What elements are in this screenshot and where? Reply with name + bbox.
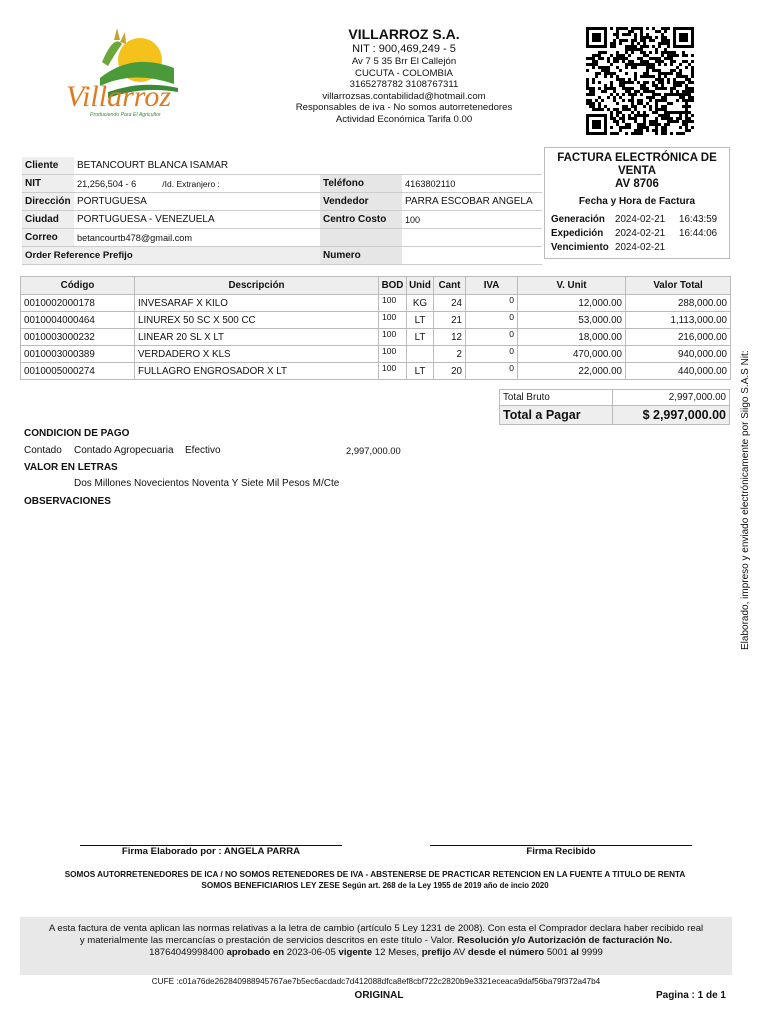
logo-text: Villarroz <box>66 80 172 113</box>
from-value: 5001 <box>546 947 569 958</box>
item-qty: 2 <box>434 346 466 363</box>
item-code: 0010003000232 <box>21 329 135 346</box>
expedition-row <box>551 228 717 239</box>
item-total: 440,000.00 <box>626 363 731 380</box>
table-row <box>21 329 731 346</box>
legal-text-1: A esta factura de venta aplican las normas relativas a la letra de cambio (artículo 5 Ley 1231 de 2008). Con esta el Comprador declara haber recibido real <box>48 923 704 934</box>
phone-label: Teléfono <box>320 175 402 193</box>
due-date: 2024-02-21 <box>615 242 666 253</box>
item-description: VERDADERO X KLS <box>135 346 379 363</box>
to-value: 9999 <box>581 947 603 958</box>
company-name: VILLARROZ S.A. <box>348 26 460 42</box>
seller-value: PARRA ESCOBAR ANGELA <box>402 193 542 211</box>
qr-code-icon <box>586 27 694 135</box>
items-table <box>20 276 730 380</box>
item-total: 288,000.00 <box>626 295 731 312</box>
signature-received: Firma Recibido <box>526 846 596 857</box>
payment-type: Contado <box>24 445 62 456</box>
totals-box <box>499 389 730 425</box>
item-total: 940,000.00 <box>626 346 731 363</box>
pay-value: $ 2,997,000.00 <box>613 406 730 425</box>
header-bod: BOD <box>379 277 407 295</box>
item-unit-price: 53,000.00 <box>518 312 626 329</box>
item-unit: LT <box>407 312 434 329</box>
client-label: Cliente <box>22 157 74 175</box>
item-qty: 12 <box>434 329 466 346</box>
company-nit: NIT : 900,469,249 - 5 <box>352 43 456 55</box>
item-unit-price: 18,000.00 <box>518 329 626 346</box>
item-code: 0010004000464 <box>21 312 135 329</box>
to-label: al <box>570 947 579 958</box>
item-unit-price: 22,000.00 <box>518 363 626 380</box>
generation-row <box>551 214 717 225</box>
tax-footnote-zese-law: Según art. 268 de la Ley 1955 de 2019 año de incio 2020 <box>342 881 549 890</box>
item-total: 1,113,000.00 <box>626 312 731 329</box>
pay-label: Total a Pagar <box>500 406 613 425</box>
header-iva: IVA <box>466 277 518 295</box>
generation-date: 2024-02-21 <box>615 214 666 225</box>
client-block <box>22 157 542 265</box>
item-bod: 100 <box>379 295 407 312</box>
city-label: Ciudad <box>22 211 74 229</box>
signature-made-by: Firma Elaborado por : ANGELA PARRA <box>121 846 301 857</box>
from-label: desde el número <box>467 947 545 958</box>
approved-date: 2023-06-05 <box>286 947 336 958</box>
header-qty: Cant <box>434 277 466 295</box>
resolution-number: 18764049998400 <box>149 947 224 958</box>
item-unit: LT <box>407 363 434 380</box>
valid-label: vigente <box>338 947 373 958</box>
item-iva: 0 <box>466 346 518 363</box>
item-description: LINEAR 20 SL X LT <box>135 329 379 346</box>
company-city: CUCUTA - COLOMBIA <box>355 67 453 79</box>
item-description: LINUREX 50 SC X 500 CC <box>135 312 379 329</box>
header-unit: Unid <box>407 277 434 295</box>
nit-label: NIT <box>22 175 74 193</box>
valid-value: 12 Meses, <box>374 947 420 958</box>
gross-value: 2,997,000.00 <box>613 390 730 406</box>
words-heading: VALOR EN LETRAS <box>24 462 118 473</box>
table-row <box>21 363 731 380</box>
item-iva: 0 <box>466 329 518 346</box>
cufe-code: CUFE :c01a76de262840988945767ae7b5ec6acdadc7d412088dfca8ef8cbf722c2820b9e3321eceaca9daf56ba79f372a47b4 <box>151 977 601 986</box>
item-qty: 21 <box>434 312 466 329</box>
company-activity: Actividad Económica Tarifa 0.00 <box>335 113 473 125</box>
item-description: FULLAGRO ENGROSADOR X LT <box>135 363 379 380</box>
city-value: PORTUGUESA - VENEZUELA <box>74 211 320 229</box>
payment-method: Efectivo <box>185 445 221 456</box>
invoice-number: AV 8706 <box>615 178 659 190</box>
item-bod: 100 <box>379 363 407 380</box>
item-unit <box>407 346 434 363</box>
item-qty: 20 <box>434 363 466 380</box>
company-logo <box>62 22 184 120</box>
vertical-software-note: Elaborado, impreso y enviado electrónicamente por Siigo S.A.S Nit: <box>740 350 751 650</box>
payment-amount: 2,997,000.00 <box>346 445 401 456</box>
item-iva: 0 <box>466 295 518 312</box>
item-code: 0010002000178 <box>21 295 135 312</box>
cost-center-value: 100 <box>402 211 542 229</box>
prefix-label: prefijo <box>421 947 452 958</box>
payment-heading: CONDICION DE PAGO <box>24 428 130 439</box>
approved-label: aprobado en <box>226 947 285 958</box>
resolution-label: Resolución y/o Autorización de facturación No <box>457 935 670 946</box>
generation-label: Generación <box>551 214 605 225</box>
item-code: 0010005000274 <box>21 363 135 380</box>
seller-label: Vendedor <box>320 193 402 211</box>
item-code: 0010003000389 <box>21 346 135 363</box>
item-iva: 0 <box>466 363 518 380</box>
item-unit: KG <box>407 295 434 312</box>
invoice-title: FACTURA ELECTRÓNICA DE VENTA <box>557 152 717 177</box>
nit-value: 21,256,504 - 6 <box>77 178 137 189</box>
items-header-row <box>21 277 731 295</box>
tax-footnote <box>20 869 730 891</box>
item-description: INVESARAF X KILO <box>135 295 379 312</box>
payment-description: Contado Agropecuaria <box>74 445 174 456</box>
email-value: betancourtb478@gmail.com <box>74 229 320 247</box>
table-row <box>21 295 731 312</box>
phone-value: 4163802110 <box>402 175 542 193</box>
item-iva: 0 <box>466 312 518 329</box>
logo-tagline: Produciendo Para El Agricultor <box>90 112 161 118</box>
observations-heading: OBSERVACIONES <box>24 496 111 507</box>
generation-time: 16:43:59 <box>679 214 718 225</box>
gross-label: Total Bruto <box>500 390 613 406</box>
item-bod: 100 <box>379 329 407 346</box>
due-label: Vencimiento <box>551 242 609 253</box>
item-unit: LT <box>407 329 434 346</box>
original-label: ORIGINAL <box>354 990 404 1001</box>
item-bod: 100 <box>379 312 407 329</box>
item-qty: 24 <box>434 295 466 312</box>
page-number: Pagina : 1 de 1 <box>655 990 726 1001</box>
item-total: 216,000.00 <box>626 329 731 346</box>
amount-in-words: Dos Millones Novecientos Noventa Y Siete Mil Pesos M/Cte <box>74 478 340 489</box>
header-description: Descripción <box>135 277 379 295</box>
cost-center-label: Centro Costo <box>320 211 402 229</box>
email-label: Correo <box>22 229 74 247</box>
header-code: Código <box>21 277 135 295</box>
client-value: BETANCOURT BLANCA ISAMAR <box>74 157 542 175</box>
item-unit-price: 12,000.00 <box>518 295 626 312</box>
item-unit-price: 470,000.00 <box>518 346 626 363</box>
tax-footnote-line1: SOMOS AUTORRETENEDORES DE ICA / NO SOMOS RETENEDORES DE IVA - ABSTENERSE DE PRACTICAR RETENCION EN LA FUENTE A TITULO DE RENTA <box>64 870 686 879</box>
table-row <box>21 346 731 363</box>
order-reference-label: Order Reference Prefijo <box>22 247 320 265</box>
legal-notice: A esta factura de venta aplican las normas relativas a la letra de cambio (artículo 5 Ley 1231 de 2008). Con esta el Comprador declara haber recibido real y materialmente las mercancías o prestación de servicios descritos en este título - Valor. Resolución y/o Autorización de facturación No. 18764049998400 aprobado en 2023-06-05 vigente 12 Meses, prefijo AV desde el número 5001 al 9999 <box>20 917 732 975</box>
due-row <box>551 242 679 253</box>
item-bod: 100 <box>379 346 407 363</box>
company-phones: 3165278782 3108767311 <box>349 79 459 90</box>
address-label: Dirección <box>22 193 74 211</box>
table-row <box>21 312 731 329</box>
invoice-info-box <box>544 147 730 259</box>
company-email: villarrozsas.contabilidad@hotmail.com <box>322 90 486 102</box>
company-tax-note: Responsables de iva - No somos autorretenedores <box>295 102 513 113</box>
foreign-id-label: /Id. Extranjero : <box>162 178 220 189</box>
company-header <box>280 26 528 125</box>
header-unit-price: V. Unit <box>518 277 626 295</box>
expedition-time: 16:44:06 <box>679 228 718 239</box>
company-address: Av 7 5 35 Brr El Callejón <box>351 56 457 67</box>
legal-text-2: y materialmente las mercancías o prestación de servicios descritos en este título - Valor. <box>79 935 455 946</box>
tax-footnote-zese: SOMOS BENEFICIARIOS LEY ZESE <box>201 881 341 890</box>
expedition-label: Expedición <box>551 228 604 239</box>
invoice-date-heading: Fecha y Hora de Factura <box>578 196 696 207</box>
expedition-date: 2024-02-21 <box>615 228 666 239</box>
address-value: PORTUGUESA <box>74 193 320 211</box>
prefix-value: AV <box>453 947 466 958</box>
number-label: Numero <box>320 247 402 265</box>
header-total: Valor Total <box>626 277 731 295</box>
